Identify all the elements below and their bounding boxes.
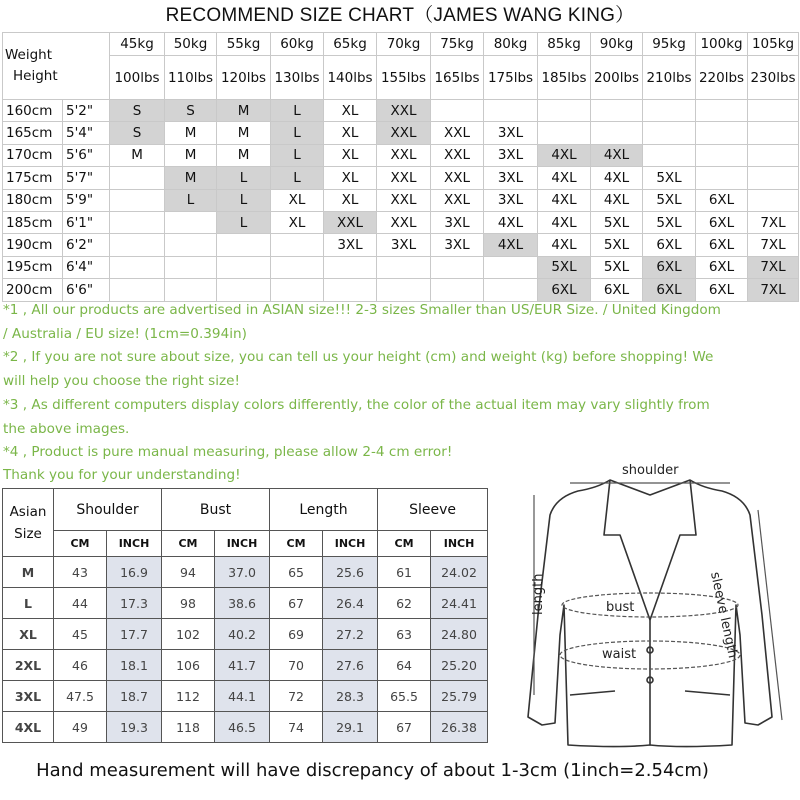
size-chart-row [3, 167, 799, 189]
size-cell [165, 234, 217, 256]
asian-size-line1: Asian [9, 503, 47, 520]
size-cell: XXL [431, 189, 484, 211]
size-cell: 6XL [538, 279, 591, 301]
size-cell: S [165, 100, 217, 122]
size-label: 4XL [3, 712, 54, 743]
size-cell [484, 279, 538, 301]
size-cell: 4XL [484, 211, 538, 233]
size-cell [748, 189, 799, 211]
size-chart-row [3, 100, 799, 122]
jacket-outline [528, 480, 772, 747]
weight-lbs-header: 155lbs [377, 56, 431, 100]
bust-label: bust [606, 600, 635, 615]
size-cell: 4XL [484, 234, 538, 256]
unit-header: INCH [107, 531, 162, 557]
inch-value: 24.80 [431, 619, 488, 650]
cm-value: 65 [270, 557, 323, 588]
size-cell: XL [324, 144, 377, 166]
weight-kg-header: 80kg [484, 33, 538, 56]
inch-value: 40.2 [215, 619, 270, 650]
size-cell [696, 122, 748, 144]
asian-size-header [3, 489, 54, 557]
note-line: *2 , If you are not sure about size, you can tell us your height (cm) and weight (kg) before shopping! We [3, 349, 714, 365]
weight-lbs-header: 185lbs [538, 56, 591, 100]
size-cell [217, 256, 271, 278]
size-chart-row [3, 234, 799, 256]
size-cell: 5XL [643, 189, 696, 211]
note-line: *4 , Product is pure manual measuring, please allow 2-4 cm error! [3, 444, 453, 460]
measure-lines [534, 483, 782, 720]
inch-value: 38.6 [215, 588, 270, 619]
size-chart-row [3, 279, 799, 301]
size-cell: XXL [324, 211, 377, 233]
cm-value: 67 [378, 712, 431, 743]
height-cm: 175cm [3, 167, 63, 189]
size-cell: 4XL [538, 144, 591, 166]
size-cell: 6XL [643, 279, 696, 301]
note-line: *1 , All our products are advertised in ASIAN size!!! 2-3 sizes Smaller than US/EUR Size. / United Kingdom [3, 302, 721, 318]
size-cell: XXL [431, 122, 484, 144]
size-label: XL [3, 619, 54, 650]
weight-lbs-header: 110lbs [165, 56, 217, 100]
cm-value: 65.5 [378, 681, 431, 712]
size-cell [110, 279, 165, 301]
measurement-grid [2, 488, 488, 743]
cm-value: 47.5 [54, 681, 107, 712]
size-cell [110, 234, 165, 256]
measure-row [3, 681, 488, 712]
weight-kg-header: 75kg [431, 33, 484, 56]
size-chart-row [3, 122, 799, 144]
size-cell: 6XL [696, 211, 748, 233]
size-cell: XL [324, 122, 377, 144]
weight-lbs-header: 165lbs [431, 56, 484, 100]
size-cell: 4XL [538, 189, 591, 211]
size-chart-table [2, 32, 799, 302]
size-cell [748, 100, 799, 122]
size-cell [377, 279, 431, 301]
weight-kg-header: 100kg [696, 33, 748, 56]
size-cell [271, 234, 324, 256]
size-cell: 4XL [538, 167, 591, 189]
size-cell: XL [271, 211, 324, 233]
size-cell: L [217, 167, 271, 189]
cm-value: 61 [378, 557, 431, 588]
size-cell [538, 100, 591, 122]
size-label: 2XL [3, 650, 54, 681]
size-cell: XL [324, 167, 377, 189]
size-chart-row [3, 256, 799, 278]
size-cell [324, 279, 377, 301]
corner-label [3, 33, 110, 100]
size-cell: 3XL [484, 167, 538, 189]
size-cell [696, 144, 748, 166]
inch-value: 24.02 [431, 557, 488, 588]
size-chart [2, 32, 798, 302]
height-cm: 170cm [3, 144, 63, 166]
note-line: / Australia / EU size! (1cm=0.394in) [3, 326, 247, 342]
size-cell [431, 279, 484, 301]
cm-value: 44 [54, 588, 107, 619]
size-cell [377, 256, 431, 278]
height-ft: 5'7" [63, 167, 110, 189]
size-cell: 3XL [431, 211, 484, 233]
size-cell: XXL [377, 122, 431, 144]
size-cell: L [271, 122, 324, 144]
size-cell: 3XL [377, 234, 431, 256]
measure-group-header: Shoulder [54, 489, 162, 531]
jacket-diagram [500, 455, 800, 755]
size-cell: M [165, 144, 217, 166]
height-cm: 160cm [3, 100, 63, 122]
size-label: 3XL [3, 681, 54, 712]
size-cell: XXL [431, 167, 484, 189]
weight-lbs-header: 100lbs [110, 56, 165, 100]
cm-value: 62 [378, 588, 431, 619]
size-cell [165, 279, 217, 301]
size-cell: M [165, 167, 217, 189]
cm-value: 43 [54, 557, 107, 588]
size-cell: 5XL [643, 211, 696, 233]
inch-value: 46.5 [215, 712, 270, 743]
height-cm: 195cm [3, 256, 63, 278]
size-cell [165, 211, 217, 233]
size-cell [217, 234, 271, 256]
weight-lbs-header: 200lbs [591, 56, 643, 100]
weight-lbs-header: 140lbs [324, 56, 377, 100]
size-cell: 6XL [591, 279, 643, 301]
size-cell: XXL [377, 189, 431, 211]
unit-header: CM [162, 531, 215, 557]
weight-kg-header: 70kg [377, 33, 431, 56]
cm-value: 70 [270, 650, 323, 681]
size-cell: XXL [377, 211, 431, 233]
measure-group-header: Bust [162, 489, 270, 531]
inch-value: 18.7 [107, 681, 162, 712]
weight-lbs-header: 175lbs [484, 56, 538, 100]
size-cell [643, 144, 696, 166]
cm-value: 46 [54, 650, 107, 681]
note-line: Thank you for your understanding! [3, 467, 241, 483]
size-cell [110, 256, 165, 278]
size-cell: 5XL [591, 211, 643, 233]
inch-value: 25.20 [431, 650, 488, 681]
measurement-table [2, 488, 487, 743]
height-ft: 5'2" [63, 100, 110, 122]
size-cell: 4XL [591, 167, 643, 189]
size-chart-row [3, 189, 799, 211]
weight-kg-header: 105kg [748, 33, 799, 56]
measure-row [3, 557, 488, 588]
note-line: the above images. [3, 421, 130, 437]
size-cell: 3XL [324, 234, 377, 256]
measure-group-header: Sleeve [378, 489, 488, 531]
size-cell: 5XL [643, 167, 696, 189]
weight-lbs-header: 210lbs [643, 56, 696, 100]
size-cell: 4XL [538, 211, 591, 233]
inch-value: 19.3 [107, 712, 162, 743]
cm-value: 74 [270, 712, 323, 743]
inch-value: 27.6 [323, 650, 378, 681]
weight-kg-header: 85kg [538, 33, 591, 56]
height-ft: 6'1" [63, 211, 110, 233]
size-cell: 3XL [431, 234, 484, 256]
weight-kg-header: 45kg [110, 33, 165, 56]
size-cell [324, 256, 377, 278]
size-cell: 5XL [591, 234, 643, 256]
cm-value: 45 [54, 619, 107, 650]
size-chart-row [3, 211, 799, 233]
size-cell: L [217, 211, 271, 233]
size-cell: XXL [377, 100, 431, 122]
measure-row [3, 650, 488, 681]
size-label: L [3, 588, 54, 619]
size-cell [110, 167, 165, 189]
cm-value: 63 [378, 619, 431, 650]
weight-kg-header: 50kg [165, 33, 217, 56]
weight-kg-header: 90kg [591, 33, 643, 56]
cm-value: 102 [162, 619, 215, 650]
length-label: length [531, 573, 546, 615]
corner-weight: Weight [5, 47, 53, 63]
size-cell: XL [324, 189, 377, 211]
unit-header: INCH [215, 531, 270, 557]
inch-value: 41.7 [215, 650, 270, 681]
size-cell: 7XL [748, 234, 799, 256]
size-cell [748, 122, 799, 144]
inch-value: 29.1 [323, 712, 378, 743]
cm-value: 64 [378, 650, 431, 681]
size-cell: M [165, 122, 217, 144]
size-cell [643, 100, 696, 122]
size-cell [110, 189, 165, 211]
footer-note: Hand measurement will have discrepancy of about 1-3cm (1inch=2.54cm) [36, 760, 709, 781]
weight-kg-header: 55kg [217, 33, 271, 56]
size-cell [165, 256, 217, 278]
size-cell: 7XL [748, 256, 799, 278]
unit-header: CM [270, 531, 323, 557]
cm-value: 94 [162, 557, 215, 588]
cm-value: 69 [270, 619, 323, 650]
size-cell: 3XL [484, 144, 538, 166]
inch-value: 16.9 [107, 557, 162, 588]
size-cell: L [271, 167, 324, 189]
size-cell: 6XL [696, 256, 748, 278]
size-cell: 4XL [591, 189, 643, 211]
size-cell: 6XL [696, 234, 748, 256]
size-cell: L [271, 100, 324, 122]
inch-value: 17.3 [107, 588, 162, 619]
size-cell: 7XL [748, 279, 799, 301]
size-cell [271, 256, 324, 278]
size-cell [538, 122, 591, 144]
size-cell [431, 100, 484, 122]
weight-kg-header: 60kg [271, 33, 324, 56]
size-cell [591, 122, 643, 144]
inch-value: 44.1 [215, 681, 270, 712]
size-label: M [3, 557, 54, 588]
unit-header: CM [54, 531, 107, 557]
height-ft: 5'6" [63, 144, 110, 166]
size-cell: 5XL [591, 256, 643, 278]
size-cell: 6XL [643, 256, 696, 278]
size-cell: S [110, 100, 165, 122]
height-ft: 6'4" [63, 256, 110, 278]
inch-value: 25.6 [323, 557, 378, 588]
inch-value: 24.41 [431, 588, 488, 619]
size-cell [643, 122, 696, 144]
size-cell: XXL [377, 144, 431, 166]
inch-value: 26.4 [323, 588, 378, 619]
size-cell: 3XL [484, 122, 538, 144]
height-cm: 165cm [3, 122, 63, 144]
sleeve-length-label: sleeve length [707, 570, 740, 660]
measure-row [3, 712, 488, 743]
cm-value: 106 [162, 650, 215, 681]
page-title: RECOMMEND SIZE CHART（JAMES WANG KING） [165, 5, 635, 26]
inch-value: 17.7 [107, 619, 162, 650]
size-cell [110, 211, 165, 233]
height-ft: 6'6" [63, 279, 110, 301]
height-ft: 6'2" [63, 234, 110, 256]
note-line: *3 , As different computers display colors differently, the color of the actual item may vary slightly from [3, 397, 710, 413]
waist-label: waist [602, 647, 637, 662]
corner-height: Height [13, 68, 58, 84]
size-cell: 4XL [591, 144, 643, 166]
unit-header: INCH [431, 531, 488, 557]
inch-value: 18.1 [107, 650, 162, 681]
size-cell: S [110, 122, 165, 144]
height-cm: 180cm [3, 189, 63, 211]
size-cell: 6XL [696, 279, 748, 301]
size-cell [696, 167, 748, 189]
size-cell: M [217, 100, 271, 122]
unit-header: CM [378, 531, 431, 557]
weight-lbs-header: 120lbs [217, 56, 271, 100]
size-cell: L [165, 189, 217, 211]
weight-kg-header: 65kg [324, 33, 377, 56]
weight-kg-header: 95kg [643, 33, 696, 56]
measure-row [3, 619, 488, 650]
cm-value: 49 [54, 712, 107, 743]
size-cell: 5XL [538, 256, 591, 278]
inch-value: 28.3 [323, 681, 378, 712]
size-cell: XL [324, 100, 377, 122]
size-cell [696, 100, 748, 122]
height-cm: 200cm [3, 279, 63, 301]
size-cell: 3XL [484, 189, 538, 211]
size-cell: M [217, 122, 271, 144]
size-cell: 6XL [643, 234, 696, 256]
inch-value: 27.2 [323, 619, 378, 650]
size-cell: L [271, 144, 324, 166]
cm-value: 98 [162, 588, 215, 619]
cm-value: 67 [270, 588, 323, 619]
size-cell [484, 100, 538, 122]
unit-header: INCH [323, 531, 378, 557]
size-cell [271, 279, 324, 301]
size-cell: XXL [377, 167, 431, 189]
size-cell: L [217, 189, 271, 211]
shoulder-label: shoulder [622, 463, 679, 478]
inch-value: 25.79 [431, 681, 488, 712]
height-cm: 185cm [3, 211, 63, 233]
size-cell: XL [271, 189, 324, 211]
inch-value: 37.0 [215, 557, 270, 588]
weight-lbs-header: 220lbs [696, 56, 748, 100]
size-chart-row [3, 144, 799, 166]
asian-size-line2: Size [14, 525, 42, 542]
size-cell [217, 279, 271, 301]
cm-value: 118 [162, 712, 215, 743]
height-ft: 5'4" [63, 122, 110, 144]
size-cell [748, 167, 799, 189]
size-cell: 4XL [538, 234, 591, 256]
cm-value: 112 [162, 681, 215, 712]
height-ft: 5'9" [63, 189, 110, 211]
inch-value: 26.38 [431, 712, 488, 743]
size-cell [748, 144, 799, 166]
size-cell: 7XL [748, 211, 799, 233]
weight-lbs-header: 130lbs [271, 56, 324, 100]
cm-value: 72 [270, 681, 323, 712]
measure-row [3, 588, 488, 619]
size-cell: XXL [431, 144, 484, 166]
height-cm: 190cm [3, 234, 63, 256]
size-cell [484, 256, 538, 278]
weight-lbs-header: 230lbs [748, 56, 799, 100]
size-cell: 6XL [696, 189, 748, 211]
size-cell: M [217, 144, 271, 166]
measure-group-header: Length [270, 489, 378, 531]
size-cell [431, 256, 484, 278]
note-line: will help you choose the right size! [3, 373, 240, 389]
size-cell [591, 100, 643, 122]
size-cell: M [110, 144, 165, 166]
